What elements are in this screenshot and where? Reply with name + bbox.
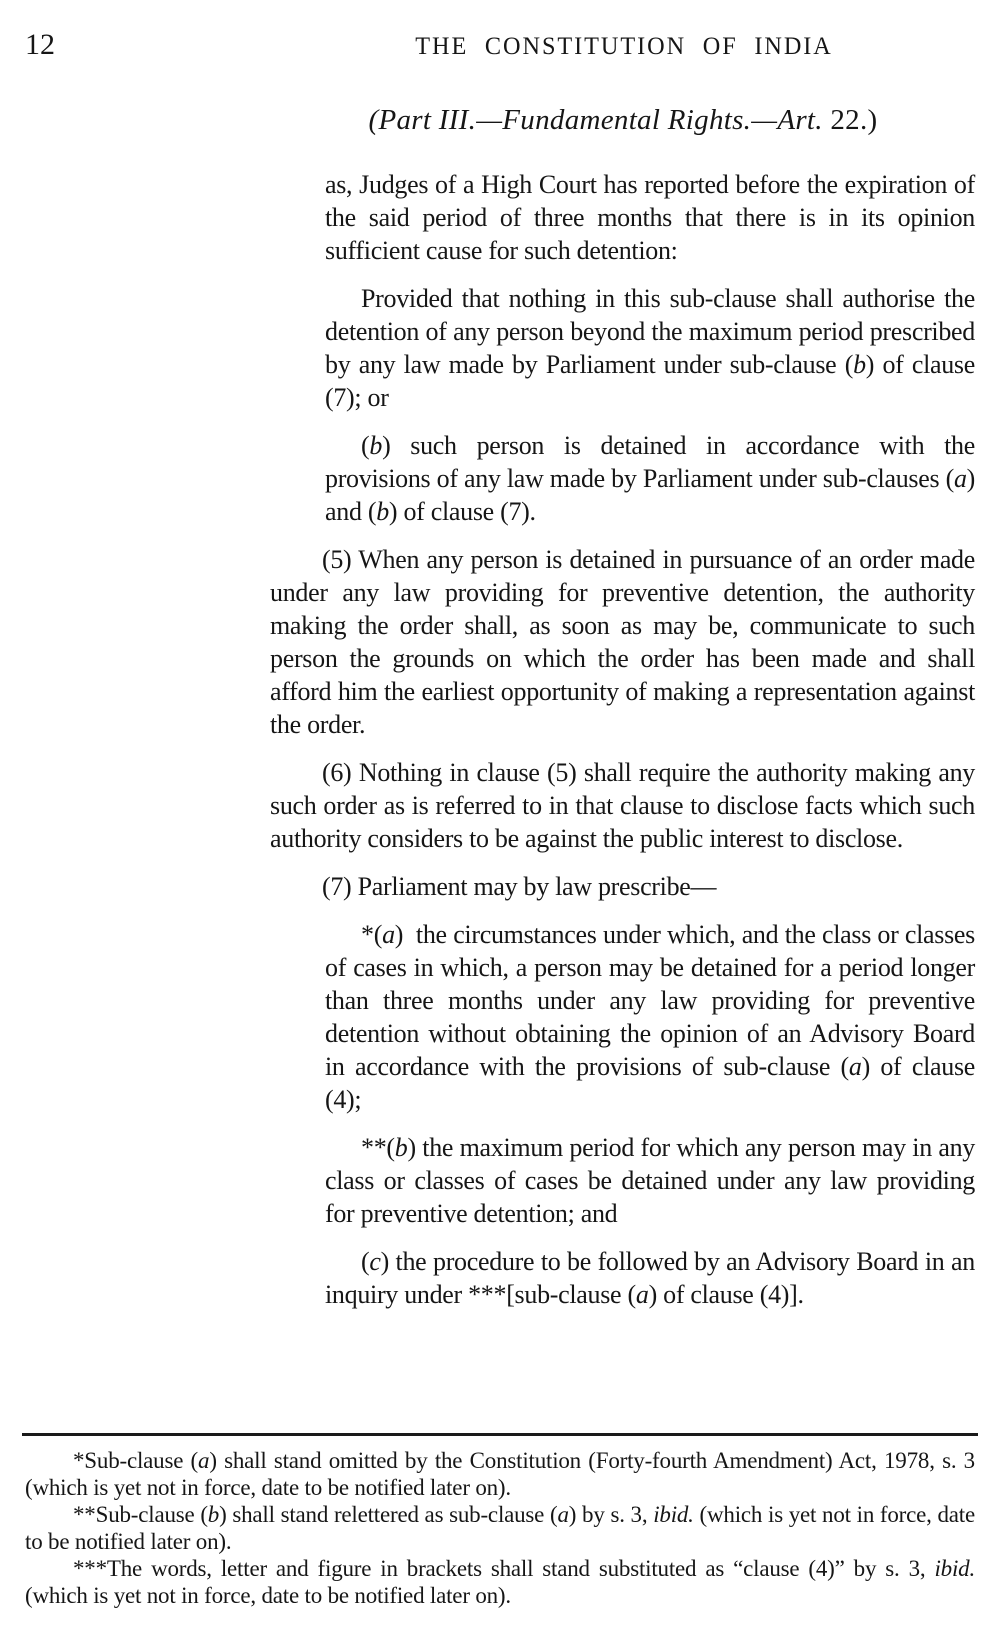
page-number: 12	[25, 28, 55, 61]
paragraph	[325, 1245, 975, 1311]
text: ) the procedure to be followed by an Advisory Board in an inquiry under ***[sub-clause (	[325, 1247, 975, 1309]
italic-text: b	[376, 497, 389, 526]
italic-text: b	[207, 1502, 220, 1527]
text: Provided that nothing in this sub-clause shall authorise the detention of any person beyond the maximum period prescribed by any law made by Parliament under sub-clause (	[325, 284, 975, 379]
italic-text: a	[848, 1052, 862, 1081]
footnote	[25, 1501, 975, 1555]
text: (	[361, 1247, 370, 1276]
paragraph	[325, 282, 975, 414]
text: ) of clause (7).	[388, 497, 536, 526]
text: (which is yet not in force, date to be notified later on).	[25, 1502, 976, 1554]
text: ) the maximum period for which any person may in any class or classes of cases be detained under any law providing for preventive detention; and	[325, 1133, 975, 1228]
text: ***The words, letter and figure in brackets shall stand substituted as “clause (4)” by s. 3,	[73, 1556, 935, 1581]
italic-text: b	[853, 350, 866, 379]
italic-text: b	[394, 1133, 408, 1162]
italic-text: Part III.—Fundamental Rights.—Art.	[378, 104, 823, 136]
paragraph	[325, 918, 975, 1116]
text: ) the circumstances under which, and the class or classes of cases in which, a person may be detained for a period longer than three months under any law providing for preventive detention without obtaining the opinion of an Advisory Board in accordance with the provisions of sub-clause (	[325, 920, 975, 1081]
text: (7) Parliament may by law prescribe—	[322, 872, 717, 901]
article-body-text	[0, 168, 1000, 1326]
italic-text: ibid.	[934, 1556, 975, 1581]
text: ) by s. 3,	[568, 1502, 654, 1527]
italic-text: (	[368, 104, 379, 136]
text: ) of clause (7); or	[325, 350, 975, 412]
paragraph	[270, 870, 975, 903]
running-header-title: THE CONSTITUTION OF INDIA	[415, 33, 833, 60]
text: *(	[361, 920, 383, 949]
footnotes-block	[25, 1447, 975, 1609]
italic-text: a	[198, 1448, 210, 1473]
text: (5) When any person is detained in pursuance of an order made under any law providing for preventive detention, the authority making the order shall, as soon as may be, communicate to such person the grounds on which the order has been made and shall afford him the earliest opportunity of making a representation against the order.	[270, 545, 975, 739]
text: ) shall stand omitted by the Constitution (Forty-fourth Amendment) Act, 1978, s. 3 (which is yet not in force, date to be notified later on).	[25, 1448, 975, 1500]
text: *Sub-clause (	[73, 1448, 198, 1473]
text: as, Judges of a High Court has reported before the expiration of the said period of three months that there is in its opinion sufficient cause for such detention:	[325, 170, 975, 265]
italic-text: a	[635, 1280, 649, 1309]
text: **(	[361, 1133, 395, 1162]
text: 22.)	[822, 104, 878, 136]
italic-text: a	[953, 464, 967, 493]
footnote	[25, 1447, 975, 1501]
part-article-subtitle	[368, 102, 877, 138]
text: ) of clause (4);	[325, 1052, 976, 1114]
text: ) and (	[325, 464, 975, 526]
paragraph	[325, 1131, 975, 1230]
text: (which is yet not in force, date to be notified later on).	[25, 1583, 511, 1608]
italic-text: a	[557, 1502, 569, 1527]
text: ) shall stand relettered as sub-clause (	[219, 1502, 558, 1527]
paragraph	[325, 429, 975, 528]
italic-text: a	[382, 920, 395, 949]
paragraph	[270, 756, 975, 855]
italic-text: ibid.	[653, 1502, 694, 1527]
footnote-separator-rule	[22, 1433, 978, 1436]
footnote	[25, 1555, 975, 1609]
paragraph	[325, 168, 975, 267]
text: (6) Nothing in clause (5) shall require the authority making any such order as is referred to in that clause to disclose facts which such authority considers to be against the public interest to disclose.	[270, 758, 975, 853]
text: ) such person is detained in accordance with the provisions of any law made by Parliament under sub-clauses (	[325, 431, 975, 493]
text: **Sub-clause (	[73, 1502, 208, 1527]
paragraph	[270, 543, 975, 741]
text: (	[361, 431, 370, 460]
italic-text: b	[369, 431, 383, 460]
italic-text: c	[369, 1247, 381, 1276]
text: ) of clause (4)].	[648, 1280, 804, 1309]
